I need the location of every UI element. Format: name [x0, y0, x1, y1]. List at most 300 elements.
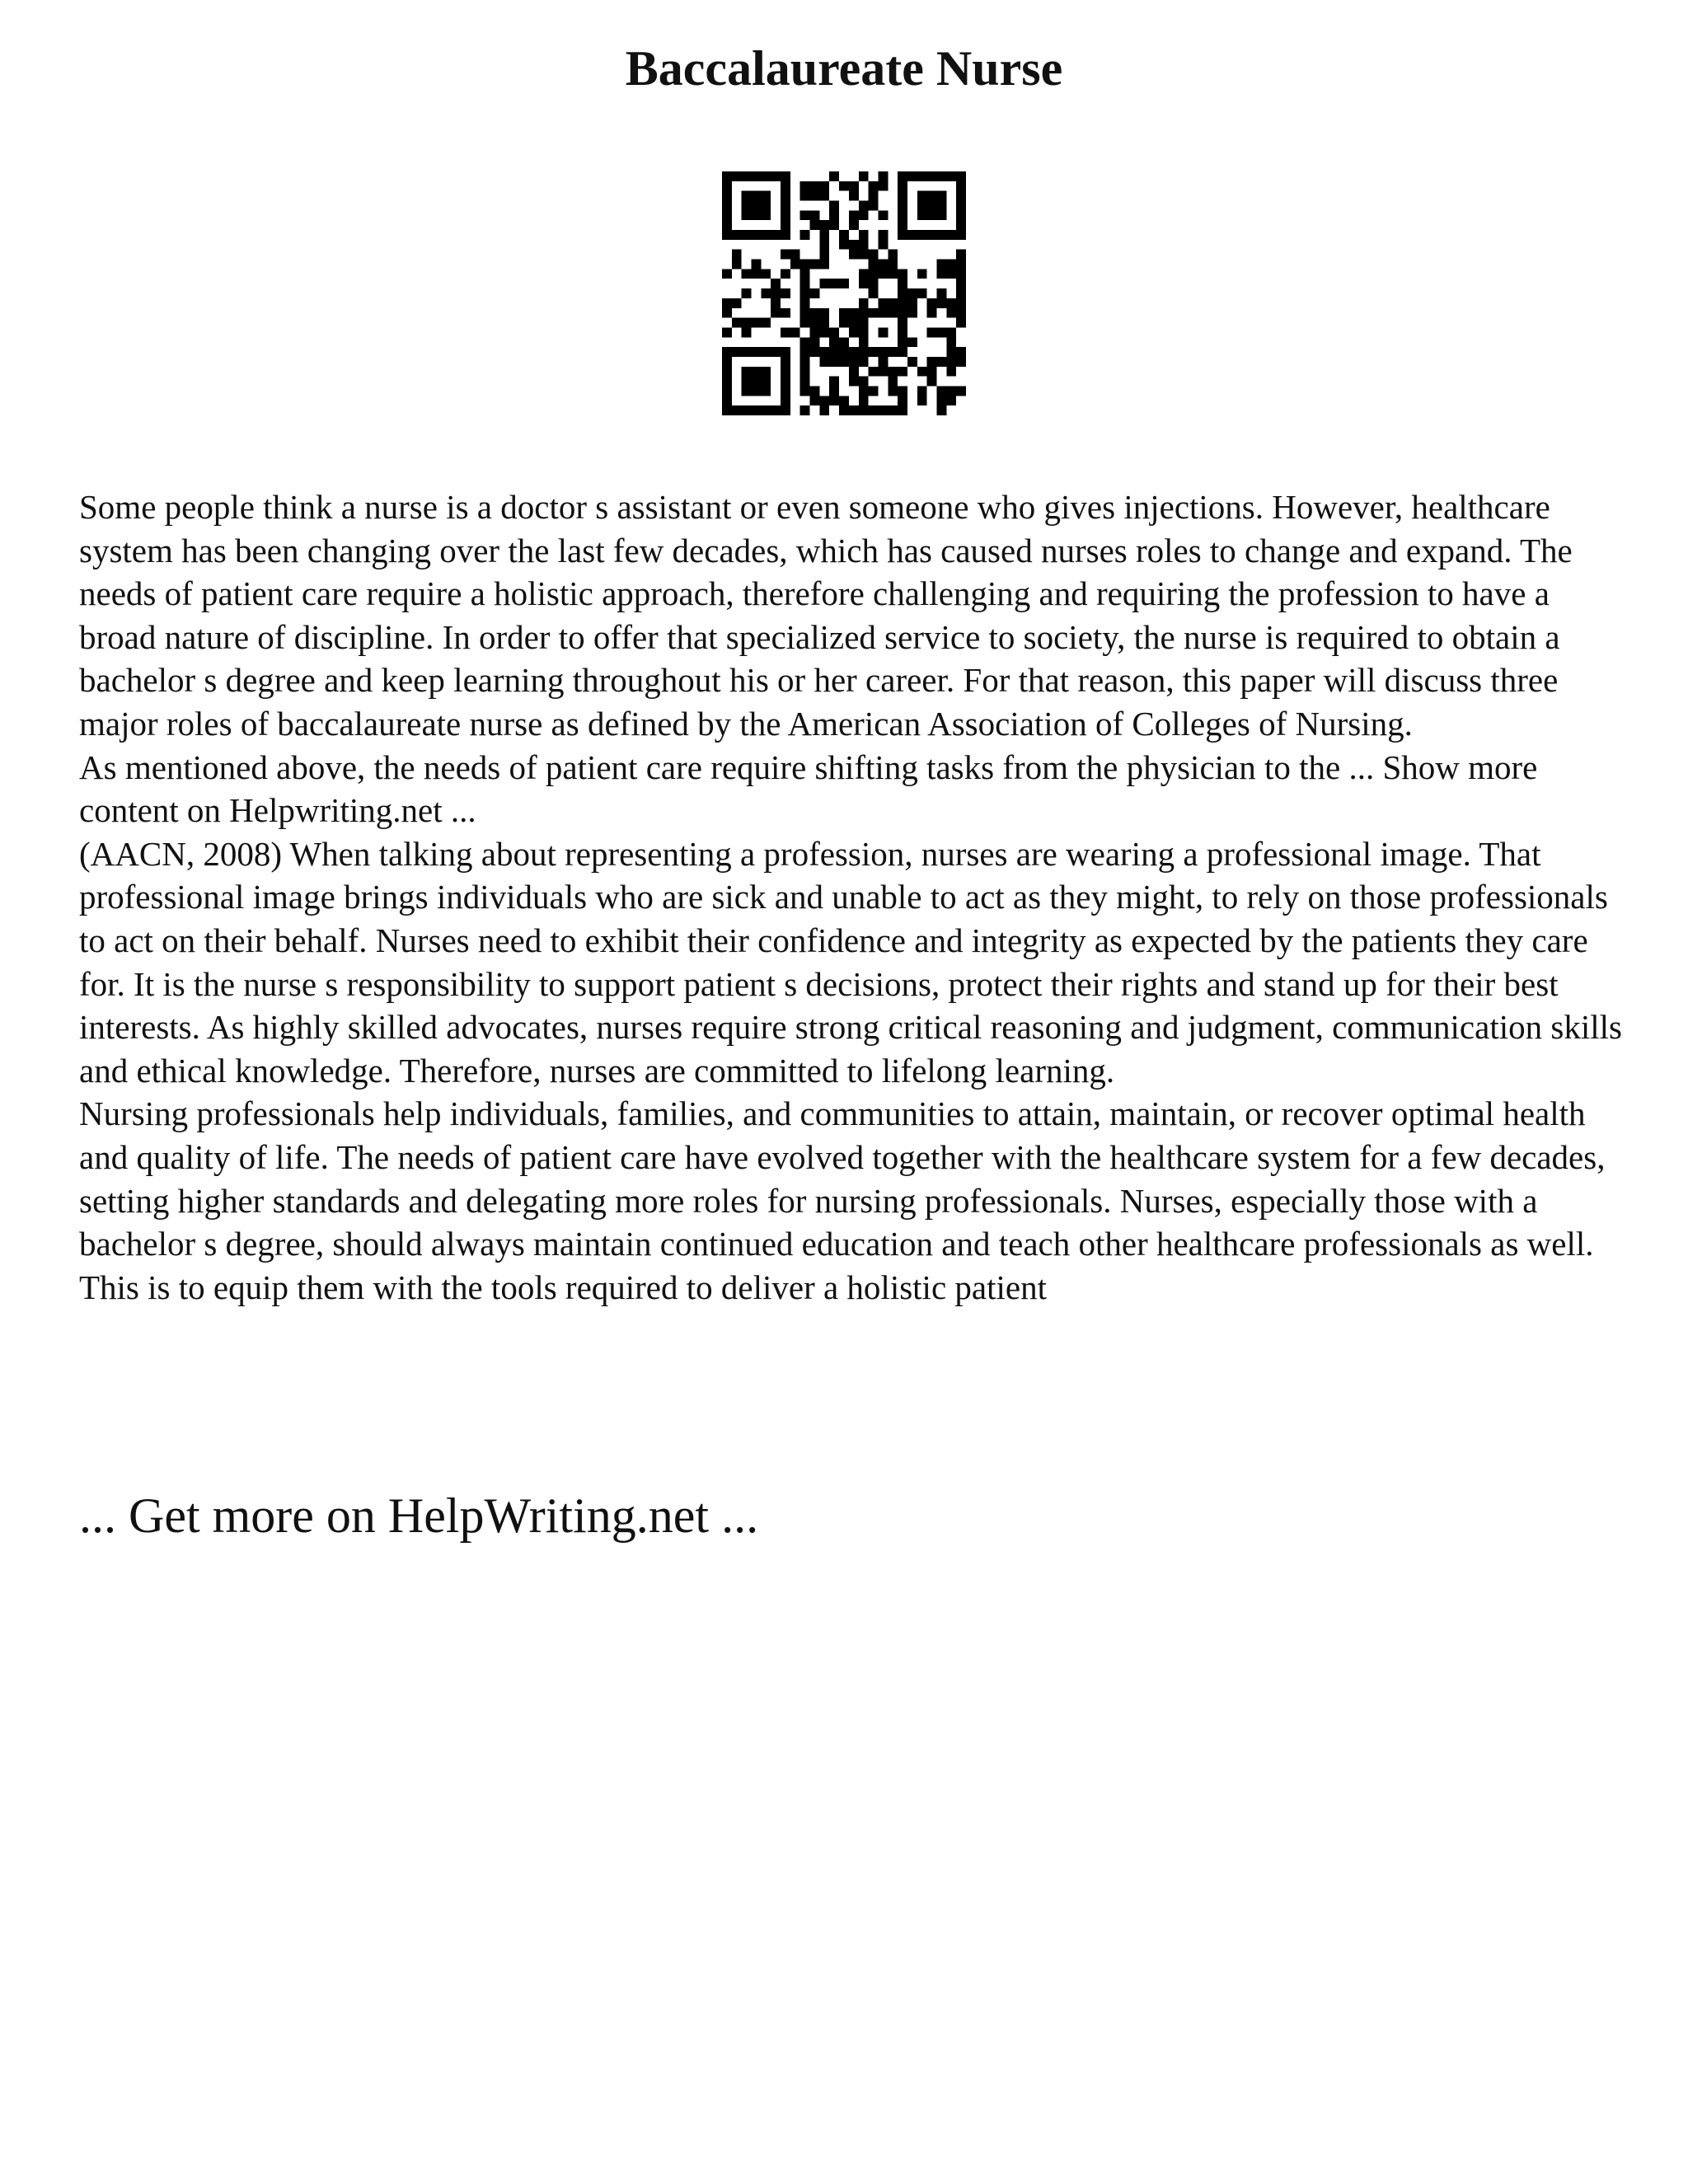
qr-module	[859, 210, 869, 220]
qr-module	[956, 250, 966, 260]
qr-module	[810, 288, 820, 298]
qr-module	[859, 347, 869, 357]
qr-module	[771, 308, 781, 318]
qr-module	[761, 386, 771, 396]
qr-module	[859, 230, 869, 240]
qr-module	[859, 318, 869, 328]
qr-module	[839, 357, 849, 367]
qr-module	[956, 201, 966, 211]
qr-module	[878, 181, 888, 191]
qr-module	[936, 396, 946, 405]
qr-module	[849, 308, 859, 318]
qr-module	[898, 269, 907, 279]
paragraph-intro: Some people think a nurse is a doctor s assistant or even someone who gives injections. However, healthcare system has been changing over the last few decades, which has caused nurses roles to change and expand. The needs of patient care require a holistic approach, therefore challenging and requiring the profession to have a broad nature of discipline. In order to offer that specialized service to society, the nurse is required to obtain a bachelor s degree and keep learning throughout his or her career. For that reason, this paper will discuss three major roles of baccalaureate nurse as defined by the American Association of Colleges of Nursing.	[79, 488, 1573, 743]
qr-module	[810, 260, 820, 269]
qr-module	[800, 377, 810, 387]
qr-module	[752, 210, 762, 220]
qr-module	[722, 269, 732, 279]
qr-module	[722, 171, 732, 181]
qr-module	[839, 308, 849, 318]
qr-module	[898, 220, 907, 230]
qr-module	[946, 337, 956, 347]
qr-module	[781, 269, 790, 279]
qr-module	[752, 377, 762, 387]
qr-module	[869, 405, 879, 415]
qr-module	[927, 327, 937, 337]
qr-module	[819, 279, 829, 288]
qr-module	[888, 377, 898, 387]
qr-module	[819, 191, 829, 201]
qr-module	[898, 298, 907, 308]
qr-module	[907, 171, 917, 181]
qr-module	[878, 260, 888, 269]
qr-module	[732, 318, 742, 328]
qr-module	[781, 327, 790, 337]
paragraph-nursing-professionals: Nursing professionals help individuals, families, and communities to attain, maintain, or recover optimal health and quality of life. The needs of patient care have evolved together with the healthcare system for a few decades, setting higher standards and delegating more roles for nursing professionals. Nurses, especially those with a bachelor s degree, should always maintain continued education and teach other healthcare professionals as well. This is to equip them with the tools required to deliver a holistic patient	[79, 1094, 1606, 1306]
qr-module	[722, 191, 732, 201]
qr-module	[869, 279, 879, 288]
qr-module	[898, 337, 907, 347]
qr-module	[732, 230, 742, 240]
qr-module	[878, 210, 888, 220]
qr-module	[722, 210, 732, 220]
paragraph-show-more: As mentioned above, the needs of patient care require shifting tasks from the physician to the ... Show more content on Helpwriting.net ...	[79, 748, 1538, 830]
qr-module	[898, 396, 907, 405]
qr-module	[888, 250, 898, 260]
qr-module	[771, 405, 781, 415]
qr-module	[878, 240, 888, 250]
qr-module	[761, 201, 771, 211]
qr-module	[829, 171, 839, 181]
qr-module	[927, 377, 937, 387]
qr-module	[898, 279, 907, 288]
qr-module	[936, 260, 946, 269]
qr-module	[859, 377, 869, 387]
qr-module	[859, 298, 869, 308]
qr-module	[800, 191, 810, 201]
page-title: Baccalaureate Nurse	[625, 41, 1063, 96]
qr-module	[907, 308, 917, 318]
qr-module	[888, 308, 898, 318]
qr-module	[761, 377, 771, 387]
qr-module	[849, 347, 859, 357]
qr-module	[956, 279, 966, 288]
qr-module	[800, 298, 810, 308]
qr-module	[898, 230, 907, 240]
qr-module	[800, 405, 810, 415]
qr-module	[849, 181, 859, 191]
qr-module	[946, 347, 956, 357]
qr-module	[936, 288, 946, 298]
qr-module	[732, 405, 742, 415]
qr-module	[946, 230, 956, 240]
qr-module	[849, 357, 859, 367]
qr-module	[839, 318, 849, 328]
qr-module	[888, 260, 898, 269]
qr-module	[800, 337, 810, 347]
qr-module	[849, 250, 859, 260]
qr-module	[722, 347, 732, 357]
qr-module	[878, 171, 888, 181]
qr-module	[936, 327, 946, 337]
qr-module	[800, 367, 810, 377]
qr-module	[732, 347, 742, 357]
qr-module	[927, 201, 937, 211]
qr-module	[752, 386, 762, 396]
qr-module	[917, 288, 927, 298]
qr-module	[761, 288, 771, 298]
qr-module	[859, 308, 869, 318]
qr-module	[888, 405, 898, 415]
qr-module	[839, 337, 849, 347]
qr-module	[956, 308, 966, 318]
qr-module	[878, 298, 888, 308]
qr-module	[781, 181, 790, 191]
qr-module	[927, 191, 937, 201]
qr-module	[888, 367, 898, 377]
qr-module	[810, 210, 820, 220]
qr-module	[781, 367, 790, 377]
qr-module	[819, 220, 829, 230]
qr-module	[819, 318, 829, 328]
qr-module	[839, 230, 849, 240]
qr-module	[781, 230, 790, 240]
qr-module	[917, 201, 927, 211]
qr-module	[742, 377, 752, 387]
qr-module	[898, 210, 907, 220]
qr-module	[936, 230, 946, 240]
qr-module	[819, 405, 829, 415]
qr-module	[810, 337, 820, 347]
qr-module	[898, 405, 907, 415]
qr-module	[781, 347, 790, 357]
qr-module	[898, 308, 907, 318]
qr-module	[781, 171, 790, 181]
qr-module	[917, 171, 927, 181]
qr-module	[898, 318, 907, 328]
qr-module	[722, 220, 732, 230]
qr-module	[936, 298, 946, 308]
qr-module	[898, 201, 907, 211]
qr-module	[917, 396, 927, 405]
qr-module	[859, 240, 869, 250]
qr-module	[869, 191, 879, 201]
qr-module	[742, 171, 752, 181]
qr-module	[742, 230, 752, 240]
qr-module	[800, 230, 810, 240]
qr-module	[878, 405, 888, 415]
qr-module	[859, 327, 869, 337]
qr-module	[956, 347, 966, 357]
qr-module	[946, 396, 956, 405]
qr-module	[819, 250, 829, 260]
qr-module	[946, 367, 956, 377]
qr-module	[810, 181, 820, 191]
qr-module	[878, 367, 888, 377]
qr-module	[888, 386, 898, 396]
qr-module	[849, 377, 859, 387]
qr-module	[878, 327, 888, 337]
qr-module	[722, 298, 732, 308]
qr-module	[859, 279, 869, 288]
qr-module	[752, 201, 762, 211]
qr-module	[800, 308, 810, 318]
qr-module	[878, 308, 888, 318]
qr-module	[936, 405, 946, 415]
qr-module	[917, 210, 927, 220]
qr-module	[781, 377, 790, 387]
qr-module	[761, 191, 771, 201]
qr-module	[907, 357, 917, 367]
qr-module	[829, 220, 839, 230]
qr-module	[790, 250, 800, 260]
qr-module	[722, 181, 732, 191]
qr-module	[761, 347, 771, 357]
qr-module	[869, 288, 879, 298]
qr-module	[936, 210, 946, 220]
qr-module	[869, 250, 879, 260]
qr-module	[936, 357, 946, 367]
qr-module	[722, 377, 732, 387]
qr-module	[927, 308, 937, 318]
qr-module	[956, 191, 966, 201]
qr-module	[956, 386, 966, 396]
qr-module	[722, 357, 732, 367]
qr-module	[946, 298, 956, 308]
qr-module	[819, 230, 829, 240]
qr-module	[956, 318, 966, 328]
qr-module	[859, 386, 869, 396]
qr-module	[898, 181, 907, 191]
qr-module	[752, 347, 762, 357]
qr-module	[771, 171, 781, 181]
qr-module	[956, 171, 966, 181]
qr-module	[722, 386, 732, 396]
qr-module	[956, 269, 966, 279]
qr-module	[927, 298, 937, 308]
qr-module	[829, 357, 839, 367]
qr-module	[722, 367, 732, 377]
qr-module	[742, 191, 752, 201]
qr-module	[888, 298, 898, 308]
qr-module	[800, 347, 810, 357]
qr-module	[752, 191, 762, 201]
qr-module	[859, 357, 869, 367]
qr-module	[742, 386, 752, 396]
qr-module	[927, 367, 937, 377]
qr-module	[752, 367, 762, 377]
qr-module	[869, 308, 879, 318]
qr-module	[888, 269, 898, 279]
qr-module	[859, 171, 869, 181]
qr-module	[771, 347, 781, 357]
qr-module	[829, 396, 839, 405]
qr-module	[859, 405, 869, 415]
qr-module	[898, 191, 907, 201]
qr-module	[917, 269, 927, 279]
qr-module	[761, 171, 771, 181]
qr-module	[956, 181, 966, 191]
qr-module	[742, 327, 752, 337]
qr-module	[927, 357, 937, 367]
qr-module	[761, 318, 771, 328]
qr-module	[732, 171, 742, 181]
qr-module	[917, 367, 927, 377]
qr-module	[907, 230, 917, 240]
qr-module	[956, 298, 966, 308]
qr-module	[936, 269, 946, 279]
qr-module	[898, 386, 907, 396]
qr-module	[936, 171, 946, 181]
qr-module	[829, 210, 839, 220]
qr-module	[761, 269, 771, 279]
qr-module	[810, 308, 820, 318]
qr-module	[849, 240, 859, 250]
qr-module	[878, 230, 888, 240]
qr-module	[859, 396, 869, 405]
qr-module	[956, 220, 966, 230]
qr-module	[869, 386, 879, 396]
qr-module	[946, 269, 956, 279]
qr-module	[849, 210, 859, 220]
qr-module	[927, 230, 937, 240]
qr-module	[742, 367, 752, 377]
qr-module	[790, 327, 800, 337]
qr-module	[829, 386, 839, 396]
qr-module	[752, 230, 762, 240]
qr-module	[839, 405, 849, 415]
qr-module	[898, 288, 907, 298]
qr-module	[898, 347, 907, 357]
qr-module	[810, 327, 820, 337]
qr-module	[859, 250, 869, 260]
qr-module	[927, 210, 937, 220]
qr-module	[859, 269, 869, 279]
qr-module	[839, 396, 849, 405]
qr-module	[888, 347, 898, 357]
qr-module	[771, 288, 781, 298]
qr-module	[771, 279, 781, 288]
qr-module	[907, 337, 917, 347]
qr-module	[819, 181, 829, 191]
qr-module	[859, 337, 869, 347]
qr-module	[878, 357, 888, 367]
qr-module	[742, 405, 752, 415]
qr-module	[781, 308, 790, 318]
qr-module	[781, 405, 790, 415]
qr-module	[936, 201, 946, 211]
qr-module	[839, 181, 849, 191]
qr-module	[819, 240, 829, 250]
qr-module	[849, 318, 859, 328]
qr-module	[810, 220, 820, 230]
qr-module	[742, 347, 752, 357]
qr-module	[722, 201, 732, 211]
qr-module	[781, 191, 790, 201]
qr-module	[878, 269, 888, 279]
qr-module	[956, 260, 966, 269]
qr-module	[781, 201, 790, 211]
qr-module	[839, 279, 849, 288]
qr-module	[917, 191, 927, 201]
qr-module	[829, 347, 839, 357]
qr-module	[752, 269, 762, 279]
qr-module	[829, 201, 839, 211]
qr-module	[907, 298, 917, 308]
qr-module	[898, 171, 907, 181]
paragraph-aacn: (AACN, 2008) When talking about representing a profession, nurses are wearing a professional image. That professional image brings individuals who are sick and unable to act as they might, to rely on those professionals to act on their behalf. Nurses need to exhibit their confidence and integrity as expected by the patients they care for. It is the nurse s responsibility to support patient s decisions, protect their rights and stand up for their best interests. As highly skilled advocates, nurses require strong critical reasoning and judgment, communication skills and ethical knowledge. Therefore, nurses are committed to lifelong learning.	[79, 834, 1622, 1090]
qr-module	[800, 386, 810, 396]
qr-module	[927, 171, 937, 181]
qr-module	[790, 260, 800, 269]
qr-module	[869, 181, 879, 191]
qr-module	[781, 288, 790, 298]
qr-code-graphic	[722, 171, 966, 415]
qr-module	[781, 357, 790, 367]
qr-module	[869, 269, 879, 279]
qr-module	[819, 327, 829, 337]
qr-module	[869, 201, 879, 211]
qr-module	[917, 230, 927, 240]
qr-module	[800, 357, 810, 367]
qr-module	[781, 250, 790, 260]
qr-module	[956, 230, 966, 240]
qr-module	[742, 210, 752, 220]
qr-module	[956, 288, 966, 298]
get-more-link[interactable]: ... Get more on HelpWriting.net ...	[79, 1488, 759, 1543]
qr-module	[781, 386, 790, 396]
qr-module	[819, 308, 829, 318]
qr-module	[800, 279, 810, 288]
qr-module	[771, 230, 781, 240]
qr-module	[732, 298, 742, 308]
qr-module	[722, 405, 732, 415]
qr-module	[742, 269, 752, 279]
qr-module	[839, 240, 849, 250]
qr-module	[771, 298, 781, 308]
qr-module	[722, 396, 732, 405]
qr-module	[810, 318, 820, 328]
qr-module	[898, 327, 907, 337]
qr-module	[946, 308, 956, 318]
qr-module	[946, 386, 956, 396]
qr-module	[946, 171, 956, 181]
qr-module	[742, 318, 752, 328]
qr-module	[800, 210, 810, 220]
qr-module	[819, 357, 829, 367]
qr-module	[819, 347, 829, 357]
qr-module	[849, 220, 859, 230]
qr-module	[878, 347, 888, 357]
qr-module	[800, 181, 810, 191]
qr-module	[907, 288, 917, 298]
qr-module	[800, 318, 810, 328]
qr-module	[849, 327, 859, 337]
qr-module	[849, 191, 859, 201]
qr-module	[956, 357, 966, 367]
qr-module	[859, 201, 869, 211]
qr-module	[810, 396, 820, 405]
qr-module	[781, 396, 790, 405]
qr-module	[781, 220, 790, 230]
qr-module	[732, 250, 742, 260]
qr-module	[869, 347, 879, 357]
qr-module	[722, 308, 732, 318]
qr-module	[936, 191, 946, 201]
qr-module	[869, 260, 879, 269]
qr-module	[752, 171, 762, 181]
qr-module	[722, 327, 732, 337]
